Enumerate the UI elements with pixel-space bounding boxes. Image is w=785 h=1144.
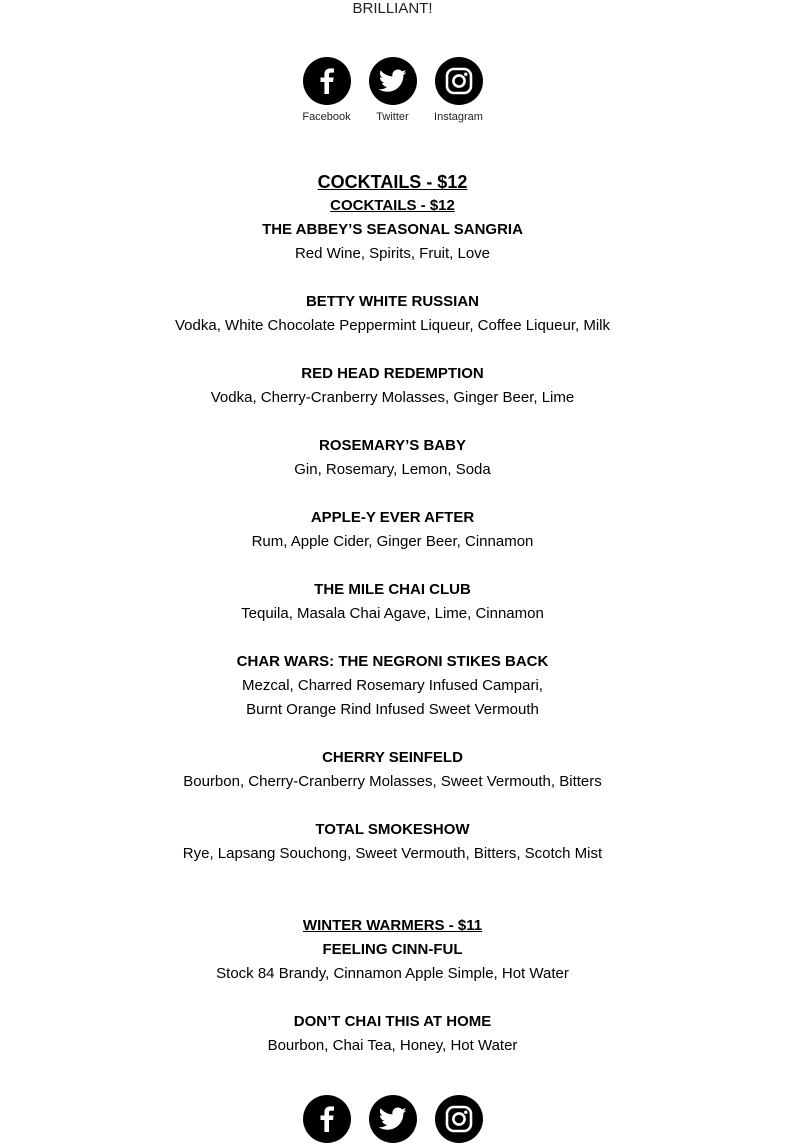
winter-warmers-heading: WINTER WARMERS - $11 bbox=[302, 917, 483, 934]
drink-name: CHERRY SEINFELD bbox=[322, 749, 463, 766]
instagram-link[interactable] bbox=[426, 1095, 492, 1143]
drink-description: Red Wine, Spirits, Fruit, Love bbox=[294, 245, 491, 262]
facebook-link[interactable] bbox=[294, 1095, 360, 1143]
facebook-icon bbox=[303, 57, 351, 105]
drink-description: Mezcal, Charred Rosemary Infused Campari, bbox=[242, 677, 543, 694]
drink-name: ROSEMARY’S BABY bbox=[319, 437, 466, 454]
drink-description: Vodka, White Chocolate Peppermint Liqueur, Coffee Liqueur, Milk bbox=[175, 317, 610, 334]
social-links-bottom bbox=[0, 1095, 785, 1143]
instagram-icon bbox=[435, 1095, 483, 1143]
social-links-top bbox=[0, 57, 785, 124]
drink-description: Stock 84 Brandy, Cinnamon Apple Simple, Hot Water bbox=[216, 965, 569, 982]
twitter-label: Twitter bbox=[376, 111, 409, 123]
drink-name: THE MILE CHAI CLUB bbox=[314, 581, 471, 598]
drink-description: Rye, Lapsang Souchong, Sweet Vermouth, Bitters, Scotch Mist bbox=[182, 845, 603, 862]
drink-description-line2: Burnt Orange Rind Infused Sweet Vermouth bbox=[246, 701, 539, 718]
facebook-label: Facebook bbox=[302, 111, 351, 123]
drink-description: Rum, Apple Cider, Ginger Beer, Cinnamon bbox=[251, 533, 534, 550]
drink-description: Vodka, Cherry-Cranberry Molasses, Ginger Beer, Lime bbox=[210, 389, 575, 406]
twitter-link[interactable] bbox=[360, 1095, 426, 1143]
drink-description: Gin, Rosemary, Lemon, Soda bbox=[294, 461, 491, 478]
drink-name: RED HEAD REDEMPTION bbox=[301, 365, 484, 382]
facebook-link[interactable] bbox=[294, 57, 360, 124]
drink-description: Bourbon, Chai Tea, Honey, Hot Water bbox=[267, 1037, 518, 1054]
drink-name: TOTAL SMOKESHOW bbox=[315, 821, 470, 838]
intro-text: BRILLIANT! bbox=[352, 0, 433, 17]
twitter-icon bbox=[369, 57, 417, 105]
drink-name: BETTY WHITE RUSSIAN bbox=[305, 293, 480, 310]
cocktails-heading: COCKTAILS - $12 bbox=[317, 172, 468, 192]
twitter-link[interactable] bbox=[360, 57, 426, 124]
drink-name: CHAR WARS: THE NEGRONI STIKES BACK bbox=[236, 653, 549, 670]
drink-name: DON’T CHAI THIS AT HOME bbox=[293, 1013, 492, 1030]
drink-name: FEELING CINN-FUL bbox=[322, 941, 463, 958]
drink-name: THE ABBEY’S SEASONAL SANGRIA bbox=[262, 221, 523, 238]
drink-menu bbox=[0, 170, 785, 1058]
drink-description: Tequila, Masala Chai Agave, Lime, Cinnamon bbox=[241, 605, 544, 622]
drink-description: Bourbon, Cherry-Cranberry Molasses, Sweet Vermouth, Bitters bbox=[183, 773, 602, 790]
facebook-icon bbox=[303, 1095, 351, 1143]
instagram-link[interactable] bbox=[426, 57, 492, 124]
cocktails-subheading: COCKTAILS - $12 bbox=[330, 197, 455, 214]
instagram-icon bbox=[435, 57, 483, 105]
drink-name: APPLE-Y EVER AFTER bbox=[310, 509, 475, 526]
twitter-icon bbox=[369, 1095, 417, 1143]
instagram-label: Instagram bbox=[434, 111, 483, 123]
